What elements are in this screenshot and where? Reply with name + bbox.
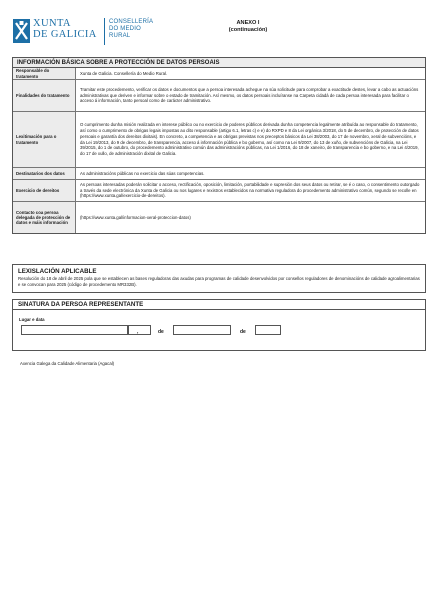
day-field[interactable] bbox=[127, 325, 151, 335]
annex-title: ANEXO I bbox=[236, 20, 260, 26]
de-separator-2: de bbox=[240, 329, 246, 335]
place-field[interactable] bbox=[21, 325, 129, 335]
row-value: Xunta de Galicia. Consellería do Medio Rural. bbox=[80, 70, 168, 76]
logo-divider bbox=[104, 18, 105, 45]
footer-agency: Axencia Galega da Calidade Alimentaria (Agacal) bbox=[20, 361, 115, 366]
document-header bbox=[13, 18, 426, 46]
table-row bbox=[13, 202, 425, 233]
row-value: (https://www.xunta.gal/informacion-xeral-proteccion-datos) bbox=[80, 214, 191, 220]
month-field[interactable] bbox=[173, 325, 231, 335]
de-separator-1: de bbox=[158, 329, 164, 335]
dept-line-1: CONSELLERÍA bbox=[109, 19, 154, 25]
row-label: Contacto coa persoa delegada de protección de datos e máis información bbox=[13, 202, 76, 233]
table-row bbox=[13, 180, 425, 202]
dept-line-3: RURAL bbox=[109, 33, 131, 39]
logo-text bbox=[33, 19, 97, 40]
row-label: Responsable do tratamento bbox=[13, 68, 76, 79]
data-protection-title: INFORMACIÓN BÁSICA SOBRE A PROTECCIÓN DE DATOS PERSOAIS bbox=[13, 58, 425, 68]
row-label: Destinatarios dos datos bbox=[13, 168, 76, 179]
logo-line-2: DE GALICIA bbox=[33, 28, 97, 40]
signature-title: SINATURA DA PERSOA REPRESENTANTE bbox=[13, 300, 425, 310]
table-row bbox=[13, 112, 425, 168]
row-value: O cumprimento dunha misión realizada en interese público ou no exercicio de poderes públicos derivada dunha competencia legalmente atribuída ao responsable do tratamento, así como o cumprimento de obrigas legais impostas ao dito responsable (artigo 6.1, letras c) e e) do RXPD e 8 da Lei orgánica 3/2018, do 5 de decembro, de protección de datos persoais e garantía dos dereitos dixitais). En concreto, a competencia e as obrigas previstas nos preceptos básicos da Lei 38/2003, do 17 de novembro, xeral de subvencións, e da Lei 19/2013, do 9 de decembro, de transparencia, acceso á información pública e bo goberno, así como na Lei 9/2007, do 13 de xuño, de subvencións de Galicia, na Lei 39/2015, do 1 de outubro, do procedemento administrativo común das administracións públicas, na Lei 1/2016, do 18 de xaneiro, de transparencia e bo goberno, e na Lei 4/2019, do 17 de xullo, de administración dixital de Galicia. bbox=[80, 122, 419, 156]
table-row bbox=[13, 80, 425, 112]
annex-subtitle: (continuación) bbox=[228, 27, 268, 33]
row-value: As persoas interesadas poderán solicitar o acceso, rectificación, oposición, limitación, portabilidade e supresión dos seus datos ou retirar, se é o caso, o consentimento outorgado a través da sede electrónica da Xunta de Galicia ou nos lugares e rexistros establecidos na normativa reguladora do procedemento administrativo común, segundo se recolle en (https://www.xunta.gal/exercicio-de-dereitos). bbox=[80, 181, 420, 199]
xunta-logo-icon bbox=[13, 19, 30, 43]
legislation-text: Resolución do 18 de abril de 2025 pola que se establecen as bases reguladoras das axudas para programas de calidade desenvolvidos por consellos reguladores de denominacións de calidade agroalimentarias e se convocan para 2025 (código de procedemento MR332B). bbox=[18, 276, 420, 287]
signature-section bbox=[12, 299, 426, 351]
row-label: Lexitimación para o tratamento bbox=[13, 112, 76, 167]
legislation-section bbox=[12, 264, 426, 293]
annex-heading bbox=[218, 20, 278, 34]
row-value: Tramitar este procedemento, verificar os datos e documentos que a persoa interesada achegue na súa solicitude para comprobar a exactitude destes, levar a cabo as actuacións administrativas que deriven e informar sobre o estado de tramitación. Así mesmo, os datos persoais incluíranse na Carpeta cidadá de cada persoa interesada para facilitar o acceso á información, tanto persoal como de carácter administrativo. bbox=[80, 86, 419, 104]
data-protection-table bbox=[12, 57, 426, 234]
logo-line-1: XUNTA bbox=[33, 18, 71, 29]
dept-line-2: DO MEDIO bbox=[109, 26, 141, 32]
year-field[interactable] bbox=[255, 325, 281, 335]
row-label: Exercicio de dereitos bbox=[13, 180, 76, 201]
department-name bbox=[109, 19, 153, 40]
place-date-label: Lugar e data bbox=[19, 317, 45, 322]
row-label: Finalidades do tratamento bbox=[13, 80, 76, 111]
table-row bbox=[13, 68, 425, 80]
comma-separator: , bbox=[137, 329, 139, 335]
row-value: As administracións públicas no exercicio das súas competencias. bbox=[80, 170, 205, 176]
legislation-title: LEXISLACIÓN APLICABLE bbox=[18, 268, 97, 275]
table-row bbox=[13, 168, 425, 180]
